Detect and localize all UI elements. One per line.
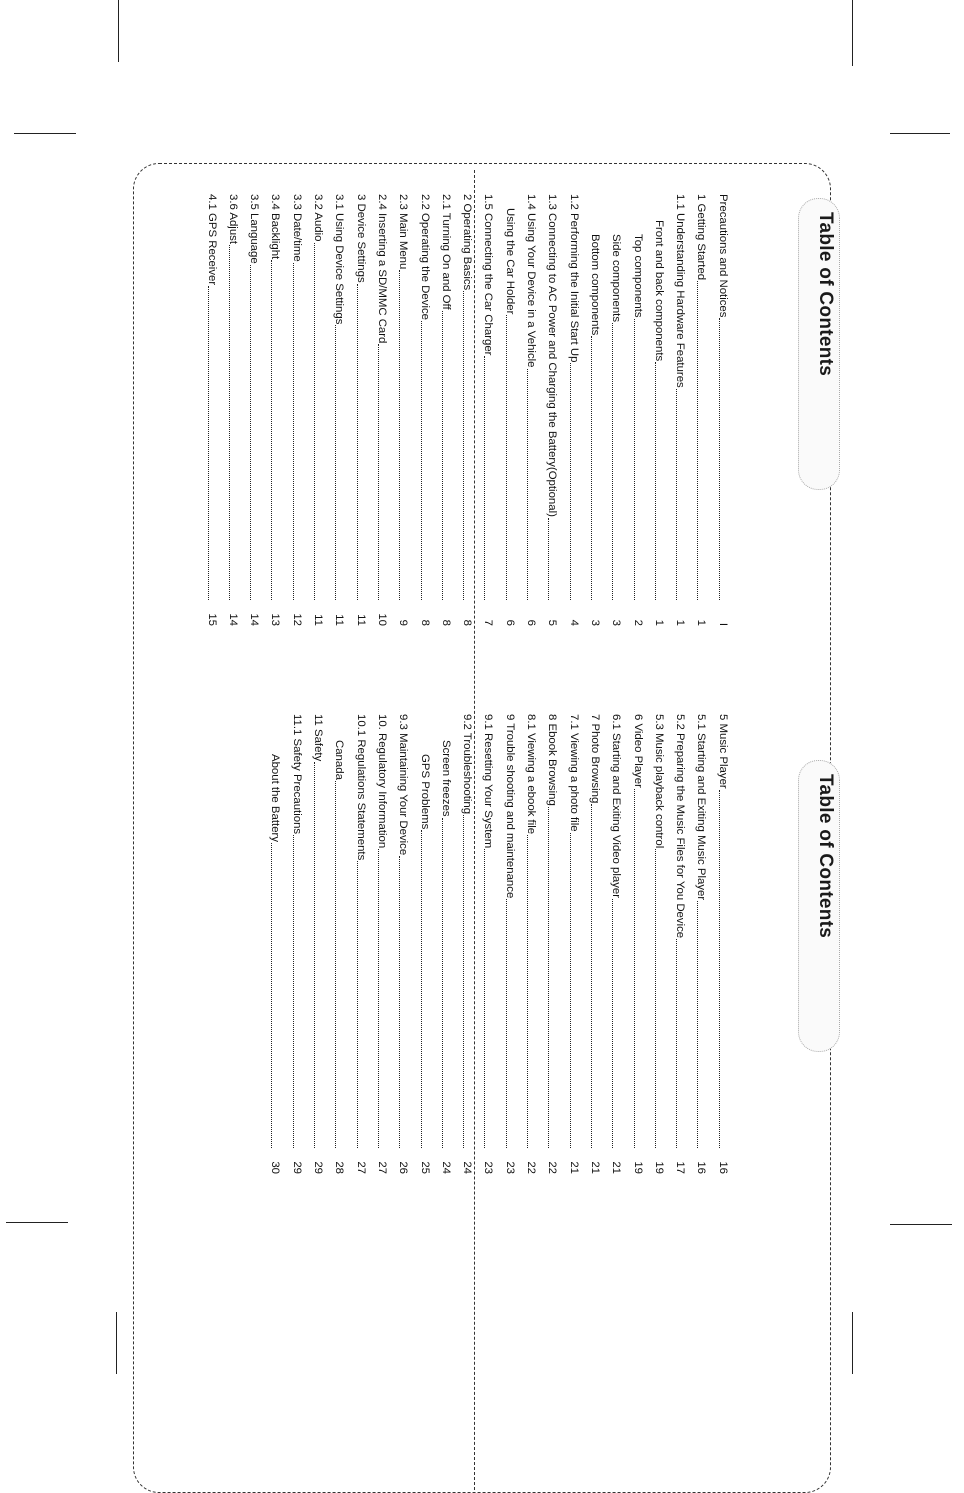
toc-entry[interactable]: Side components 3 xyxy=(610,234,623,626)
page-number: 27 xyxy=(354,1161,367,1174)
toc-entry[interactable]: 3.3 Date/time 12 xyxy=(290,194,303,626)
dot-leader xyxy=(399,270,400,600)
dot-leader xyxy=(570,833,571,1148)
page-number: 8 xyxy=(439,619,452,626)
toc-entry[interactable]: 9.2 Troubleshooting 24 xyxy=(461,714,474,1174)
toc-entry[interactable]: 7 Photo Browsing 21 xyxy=(588,714,601,1174)
toc-entry[interactable]: 5.3 Music playback control 19 xyxy=(652,714,665,1174)
dot-leader xyxy=(293,835,294,1148)
dot-leader xyxy=(442,818,443,1148)
dot-leader xyxy=(676,939,677,1148)
dot-leader xyxy=(676,389,677,600)
page-number: 29 xyxy=(312,1161,325,1174)
dot-leader xyxy=(697,281,698,600)
toc-entry[interactable]: 10. Regulatory Information 27 xyxy=(375,714,388,1174)
toc-entry[interactable]: 3.5 Language 14 xyxy=(248,194,261,626)
dot-leader xyxy=(484,849,485,1148)
page-number: 21 xyxy=(567,1161,580,1174)
page-number: 19 xyxy=(652,1161,665,1174)
dot-leader xyxy=(612,899,613,1148)
dot-leader xyxy=(250,265,251,600)
page-number: 13 xyxy=(269,613,282,626)
page-number: 5 xyxy=(546,619,559,626)
dot-leader xyxy=(634,319,635,600)
page-number: 24 xyxy=(439,1161,452,1174)
page-number: 8 xyxy=(461,619,474,626)
toc-entry[interactable]: 1.2 Performing the Initial Start Up 4 xyxy=(567,194,580,626)
page-title: Table of Contents xyxy=(815,212,836,377)
toc-title-right xyxy=(794,760,844,1060)
toc-entry[interactable]: 3.4 Backlight 13 xyxy=(269,194,282,626)
dot-leader xyxy=(548,518,549,600)
dot-leader xyxy=(293,263,294,600)
dot-leader xyxy=(335,781,336,1148)
page-number: 14 xyxy=(226,613,239,626)
toc-entry[interactable]: 11.1 Safety Precautions 29 xyxy=(290,714,303,1174)
page-number: 26 xyxy=(397,1161,410,1174)
page-number: 21 xyxy=(588,1161,601,1174)
page-number: 16 xyxy=(716,1161,729,1174)
toc-entry[interactable]: 2.1 Turning On and Off 8 xyxy=(439,194,452,626)
dot-leader xyxy=(229,245,230,600)
page-number: 19 xyxy=(631,1161,644,1174)
page-number: 16 xyxy=(695,1161,708,1174)
dot-leader xyxy=(527,835,528,1148)
dot-leader xyxy=(463,815,464,1148)
dot-leader xyxy=(421,830,422,1148)
toc-entry[interactable]: 3.2 Audio 11 xyxy=(312,194,325,626)
dot-leader xyxy=(357,284,358,600)
toc-entry[interactable]: Using the Car Holder 6 xyxy=(503,208,516,626)
toc-entry[interactable]: 5.2 Preparing the Music Files for You Device 17 xyxy=(674,714,687,1174)
page-number: 21 xyxy=(610,1161,623,1174)
toc-entry[interactable]: Front and back components 1 xyxy=(652,220,665,626)
page-number: 22 xyxy=(546,1161,559,1174)
dot-leader xyxy=(655,362,656,600)
toc-entry[interactable]: 7.1 Viewing a photo file 21 xyxy=(567,714,580,1174)
toc-entry[interactable]: 3 Device Settings 11 xyxy=(354,194,367,626)
toc-entry[interactable]: 10.1 Regulations Statements 27 xyxy=(354,714,367,1174)
page-number: 11 xyxy=(312,614,325,626)
dot-leader xyxy=(378,344,379,600)
toc-entry[interactable]: 2 Operating Basics 8 xyxy=(461,194,474,626)
dot-leader xyxy=(506,899,507,1148)
toc-entry[interactable]: Top components 2 xyxy=(631,234,644,626)
dot-leader xyxy=(314,243,315,600)
toc-entry[interactable]: 1 Getting Started 1 xyxy=(695,194,708,626)
page-number: 4 xyxy=(567,619,580,626)
dot-leader xyxy=(655,849,656,1148)
page-number: 28 xyxy=(333,1161,346,1174)
dot-leader xyxy=(591,804,592,1148)
toc-entry[interactable]: 8.1 Viewing a ebook file 22 xyxy=(525,714,538,1174)
toc-entry[interactable]: 6 Video Player 19 xyxy=(631,714,644,1174)
page-number: 3 xyxy=(610,619,623,626)
toc-entry[interactable]: 8 Ebook Browsing 22 xyxy=(546,714,559,1174)
toc-entry[interactable]: GPS Problems 25 xyxy=(418,754,431,1174)
page-number: 12 xyxy=(290,613,303,626)
dot-leader xyxy=(484,356,485,600)
dot-leader xyxy=(527,369,528,601)
page-number: 14 xyxy=(248,613,261,626)
page-number: 3 xyxy=(588,619,601,626)
toc-entry[interactable]: 1.4 Using Your Device in a Vehicle 6 xyxy=(525,194,538,626)
dot-leader xyxy=(271,843,272,1148)
toc-entry[interactable]: 1.5 Connecting the Car Charger 7 xyxy=(482,194,495,626)
dot-leader xyxy=(634,789,635,1148)
toc-entry[interactable]: 9.1 Resetting Your System 23 xyxy=(482,714,495,1174)
toc-entry[interactable]: 2.4 Inserting a SD/MMC Card 10 xyxy=(375,194,388,626)
dot-leader xyxy=(570,363,571,600)
dot-leader xyxy=(271,260,272,600)
dot-leader xyxy=(399,856,400,1148)
toc-entry[interactable]: Bottom components 3 xyxy=(588,234,601,626)
page-number: I xyxy=(716,622,729,626)
toc-entry[interactable]: Canada 28 xyxy=(333,740,346,1174)
page-number: 7 xyxy=(482,619,495,626)
toc-entry[interactable]: 9.3 Maintaining Your Device 26 xyxy=(397,714,410,1174)
toc-list-left xyxy=(205,194,737,626)
dot-leader xyxy=(506,315,507,600)
page-number: 23 xyxy=(482,1161,495,1174)
dot-leader xyxy=(208,286,209,600)
dot-leader xyxy=(357,861,358,1148)
page-number: 27 xyxy=(375,1161,388,1174)
dot-leader xyxy=(591,336,592,600)
page-number: 24 xyxy=(461,1161,474,1174)
toc-entry[interactable]: About the Battery 30 xyxy=(269,754,282,1174)
page-number: 29 xyxy=(290,1161,303,1174)
page-number: 10 xyxy=(375,613,388,626)
toc-entry[interactable]: 11 Safety 29 xyxy=(312,714,325,1174)
toc-page-right xyxy=(0,700,964,1210)
toc-entry[interactable]: 4.1 GPS Receiver 15 xyxy=(205,194,218,626)
toc-entry[interactable]: Precautions and Notices I xyxy=(716,194,729,626)
dot-leader xyxy=(463,291,464,600)
page-number: 23 xyxy=(503,1161,516,1174)
page-number: 25 xyxy=(418,1161,431,1174)
toc-entry[interactable]: 2.3 Main Menu 9 xyxy=(397,194,410,626)
toc-entry[interactable]: 3.1 Using Device Settings 11 xyxy=(333,194,346,626)
page-number: 30 xyxy=(269,1161,282,1174)
toc-page-left xyxy=(0,180,964,650)
toc-title-left xyxy=(794,198,844,498)
page-number: 15 xyxy=(205,613,218,626)
toc-list-right xyxy=(268,714,737,1174)
page-title: Table of Contents xyxy=(815,774,836,939)
dot-leader xyxy=(612,323,613,600)
toc-entry[interactable]: 9 Trouble shooting and maintenance 23 xyxy=(503,714,516,1174)
toc-entry[interactable]: 2.2 Operating the Device 8 xyxy=(418,194,431,626)
toc-entry[interactable]: 5.1 Starting and Exiting Music Player 16 xyxy=(695,714,708,1174)
page-number: 11 xyxy=(354,614,367,626)
page-number: 1 xyxy=(674,619,687,626)
toc-entry[interactable]: 6.1 Starting and Exiting Video player 21 xyxy=(610,714,623,1174)
page-number: 17 xyxy=(674,1161,687,1174)
page-number: 9 xyxy=(397,619,410,626)
toc-entry[interactable]: Screen freezes 24 xyxy=(439,740,452,1174)
page-number: 1 xyxy=(695,619,708,626)
dot-leader xyxy=(378,849,379,1148)
toc-entry[interactable]: 1.3 Connecting to AC Power and Charging the Battery(Optional) 5 xyxy=(546,194,559,626)
dot-leader xyxy=(719,790,720,1148)
toc-entry[interactable]: 3.6 Adjust 14 xyxy=(226,194,239,626)
dot-leader xyxy=(335,325,336,600)
dot-leader xyxy=(442,311,443,600)
toc-entry[interactable]: 5 Music Player 16 xyxy=(716,714,729,1174)
dot-leader xyxy=(314,762,315,1148)
page-number: 22 xyxy=(525,1161,538,1174)
page-number: 2 xyxy=(631,619,644,626)
page-number: 11 xyxy=(333,614,346,626)
page-number: 8 xyxy=(418,619,431,626)
dot-leader xyxy=(548,807,549,1148)
toc-entry[interactable]: 1.1 Understanding Hardware Features 1 xyxy=(674,194,687,626)
page-number: 6 xyxy=(525,619,538,626)
dot-leader xyxy=(719,318,720,600)
dot-leader xyxy=(697,901,698,1148)
dot-leader xyxy=(421,321,422,600)
page-number: 1 xyxy=(652,619,665,626)
page-number: 6 xyxy=(503,619,516,626)
